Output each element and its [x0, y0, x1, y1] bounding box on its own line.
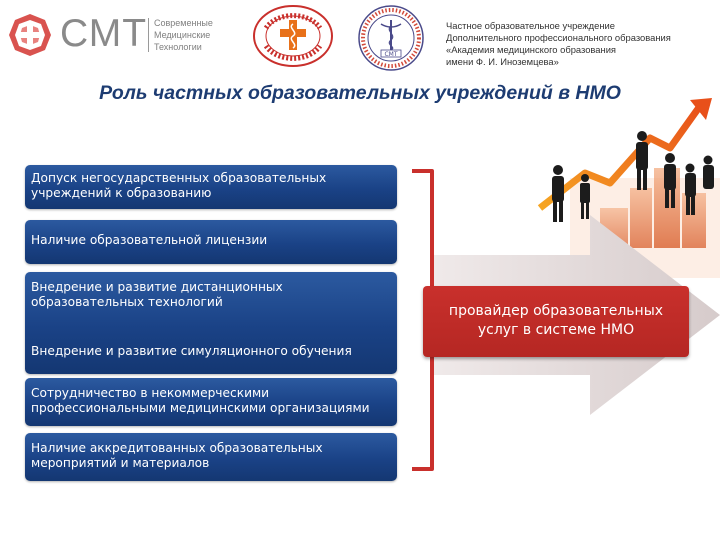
list-item	[25, 220, 397, 264]
callout-text: провайдер образовательных	[448, 303, 664, 319]
logo-subtitle	[154, 17, 213, 53]
list-item	[25, 433, 397, 481]
organization-name-line: имени Ф. И. Иноземцева»	[446, 56, 559, 67]
list-item	[25, 378, 397, 426]
list-item-text: Внедрение и развитие симуляционного обучения	[31, 344, 352, 358]
list-item-text: Наличие образовательной лицензии	[31, 233, 268, 247]
organization-name	[446, 20, 716, 68]
logo-divider	[148, 18, 149, 52]
list-item-text: образовательных технологий	[31, 295, 223, 309]
logo-subtitle-line: Технологии	[154, 42, 202, 52]
smt-logo-icon	[8, 13, 52, 57]
logo-subtitle-line: Современные	[154, 18, 213, 28]
provider-callout	[423, 286, 689, 357]
list-item-text: Допуск негосударственных образовательных	[31, 171, 327, 185]
logo-subtitle-line: Медицинские	[154, 30, 211, 40]
association-seal-icon	[252, 4, 334, 68]
seal-lettering: СМТ	[384, 51, 398, 58]
list-item-text: учреждений к образованию	[31, 186, 212, 200]
list-item-text: Сотрудничество в некоммерческими	[31, 386, 270, 400]
organization-name-line: Дополнительного профессионального образования	[446, 32, 671, 43]
list-item	[25, 165, 397, 209]
organization-name-line: «Академия медицинского образования	[446, 44, 617, 55]
list-item-text: Внедрение и развитие дистанционных	[31, 280, 283, 294]
academy-seal-icon	[357, 4, 425, 72]
logo-text: СМТ	[60, 12, 148, 55]
slide-title: Роль частных образовательных учреждений в НМО	[99, 82, 621, 104]
list-item-text: профессиональными медицинскими организациями	[31, 401, 370, 415]
list-item-text: мероприятий и материалов	[31, 456, 210, 470]
organization-name-line: Частное образовательное учреждение	[446, 20, 615, 31]
list-item-text: Наличие аккредитованных образовательных	[31, 441, 323, 455]
list-item	[25, 272, 397, 374]
callout-text: услуг в системе НМО	[477, 322, 635, 338]
